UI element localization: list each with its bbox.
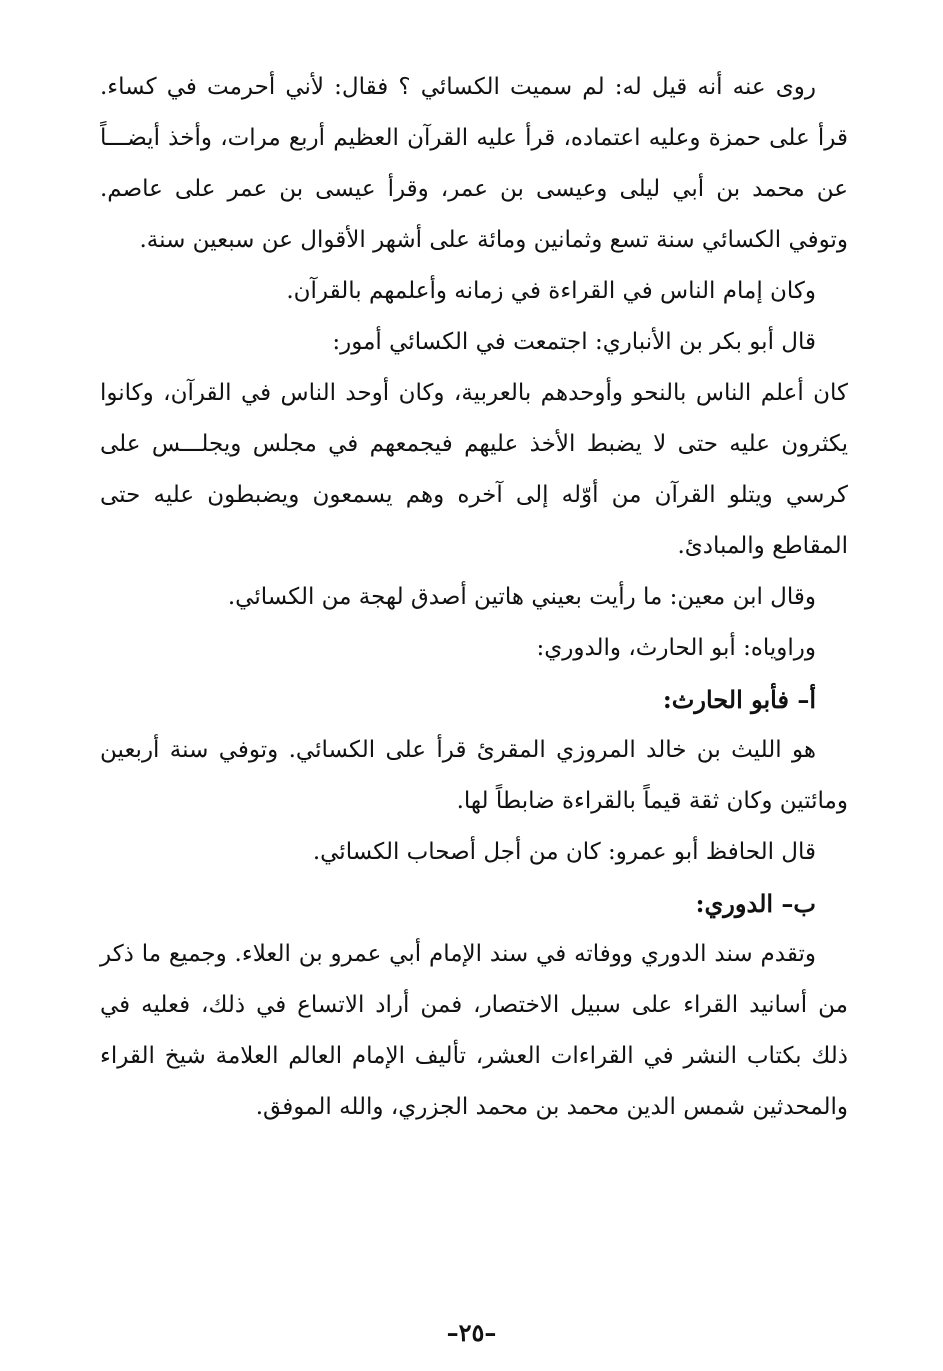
paragraph-ibn-main-quote: وقال ابن معين: ما رأيت بعيني هاتين أصدق لهجة من الكسائي. xyxy=(227,584,816,610)
page-body xyxy=(100,62,848,1133)
paragraph-imam-of-people: وكان إمام الناس في القراءة في زمانه وأعلمهم بالقرآن. xyxy=(286,278,816,304)
paragraph-kisai-qualities: كان أعلم الناس بالنحو وأوحدهم بالعربية، وكان أوحد الناس في القرآن، وكانوا يكثرون عليه حتى لا يضبط الأخذ عليهم فيجمعهم في مجلس ويجلـــس على كرسي ويتلو القرآن من أوّله إلى آخره وهم يسمعون ويضبطون عليه حتى المقاطع والمبادئ. xyxy=(100,380,848,559)
paragraph-kisai-name: روى عنه أنه قيل له: لم سميت الكسائي ؟ فقال: لأني أحرمت في كساء. قرأ على حمزة وعليه اعتماده، قرأ عليه القرآن العظيم أربع مرات، وأخذ أيضـــاً عن محمد بن أبي ليلى وعيسى بن عمر، وقرأ عيسى بن عمر على عاصم. وتوفي الكسائي سنة تسع وثمانين ومائة على أشهر الأقوال عن سبعين سنة. xyxy=(100,74,848,253)
heading-abu-al-harith: أ– فأبو الحارث: xyxy=(662,685,816,714)
paragraph-narrators: وراوياه: أبو الحارث، والدوري: xyxy=(536,635,816,661)
paragraph-anbari-quote: قال أبو بكر بن الأنباري: اجتمعت في الكسائي أمور: xyxy=(332,329,816,355)
paragraph-al-layth: هو الليث بن خالد المروزي المقرئ قرأ على الكسائي. وتوفي سنة أربعين ومائتين وكان ثقة قيماً بالقراءة ضابطاً لها. xyxy=(100,737,848,814)
heading-al-duri: ب– الدوري: xyxy=(695,889,816,918)
paragraph-duri-chain: وتقدم سند الدوري ووفاته في سند الإمام أبي عمرو بن العلاء. وجميع ما ذكر من أسانيد القراء على سبيل الاختصار، فمن أراد الاتساع في ذلك، فعليه في ذلك بكتاب النشر في القراءات العشر، تأليف الإمام العالم العلامة شيخ القراء والمحدثين شمس الدين محمد بن محمد الجزري، والله الموفق. xyxy=(100,941,848,1120)
paragraph-hafiz-quote: قال الحافظ أبو عمرو: كان من أجل أصحاب الكسائي. xyxy=(312,839,816,865)
page-number: –٢٥– xyxy=(446,1318,497,1347)
